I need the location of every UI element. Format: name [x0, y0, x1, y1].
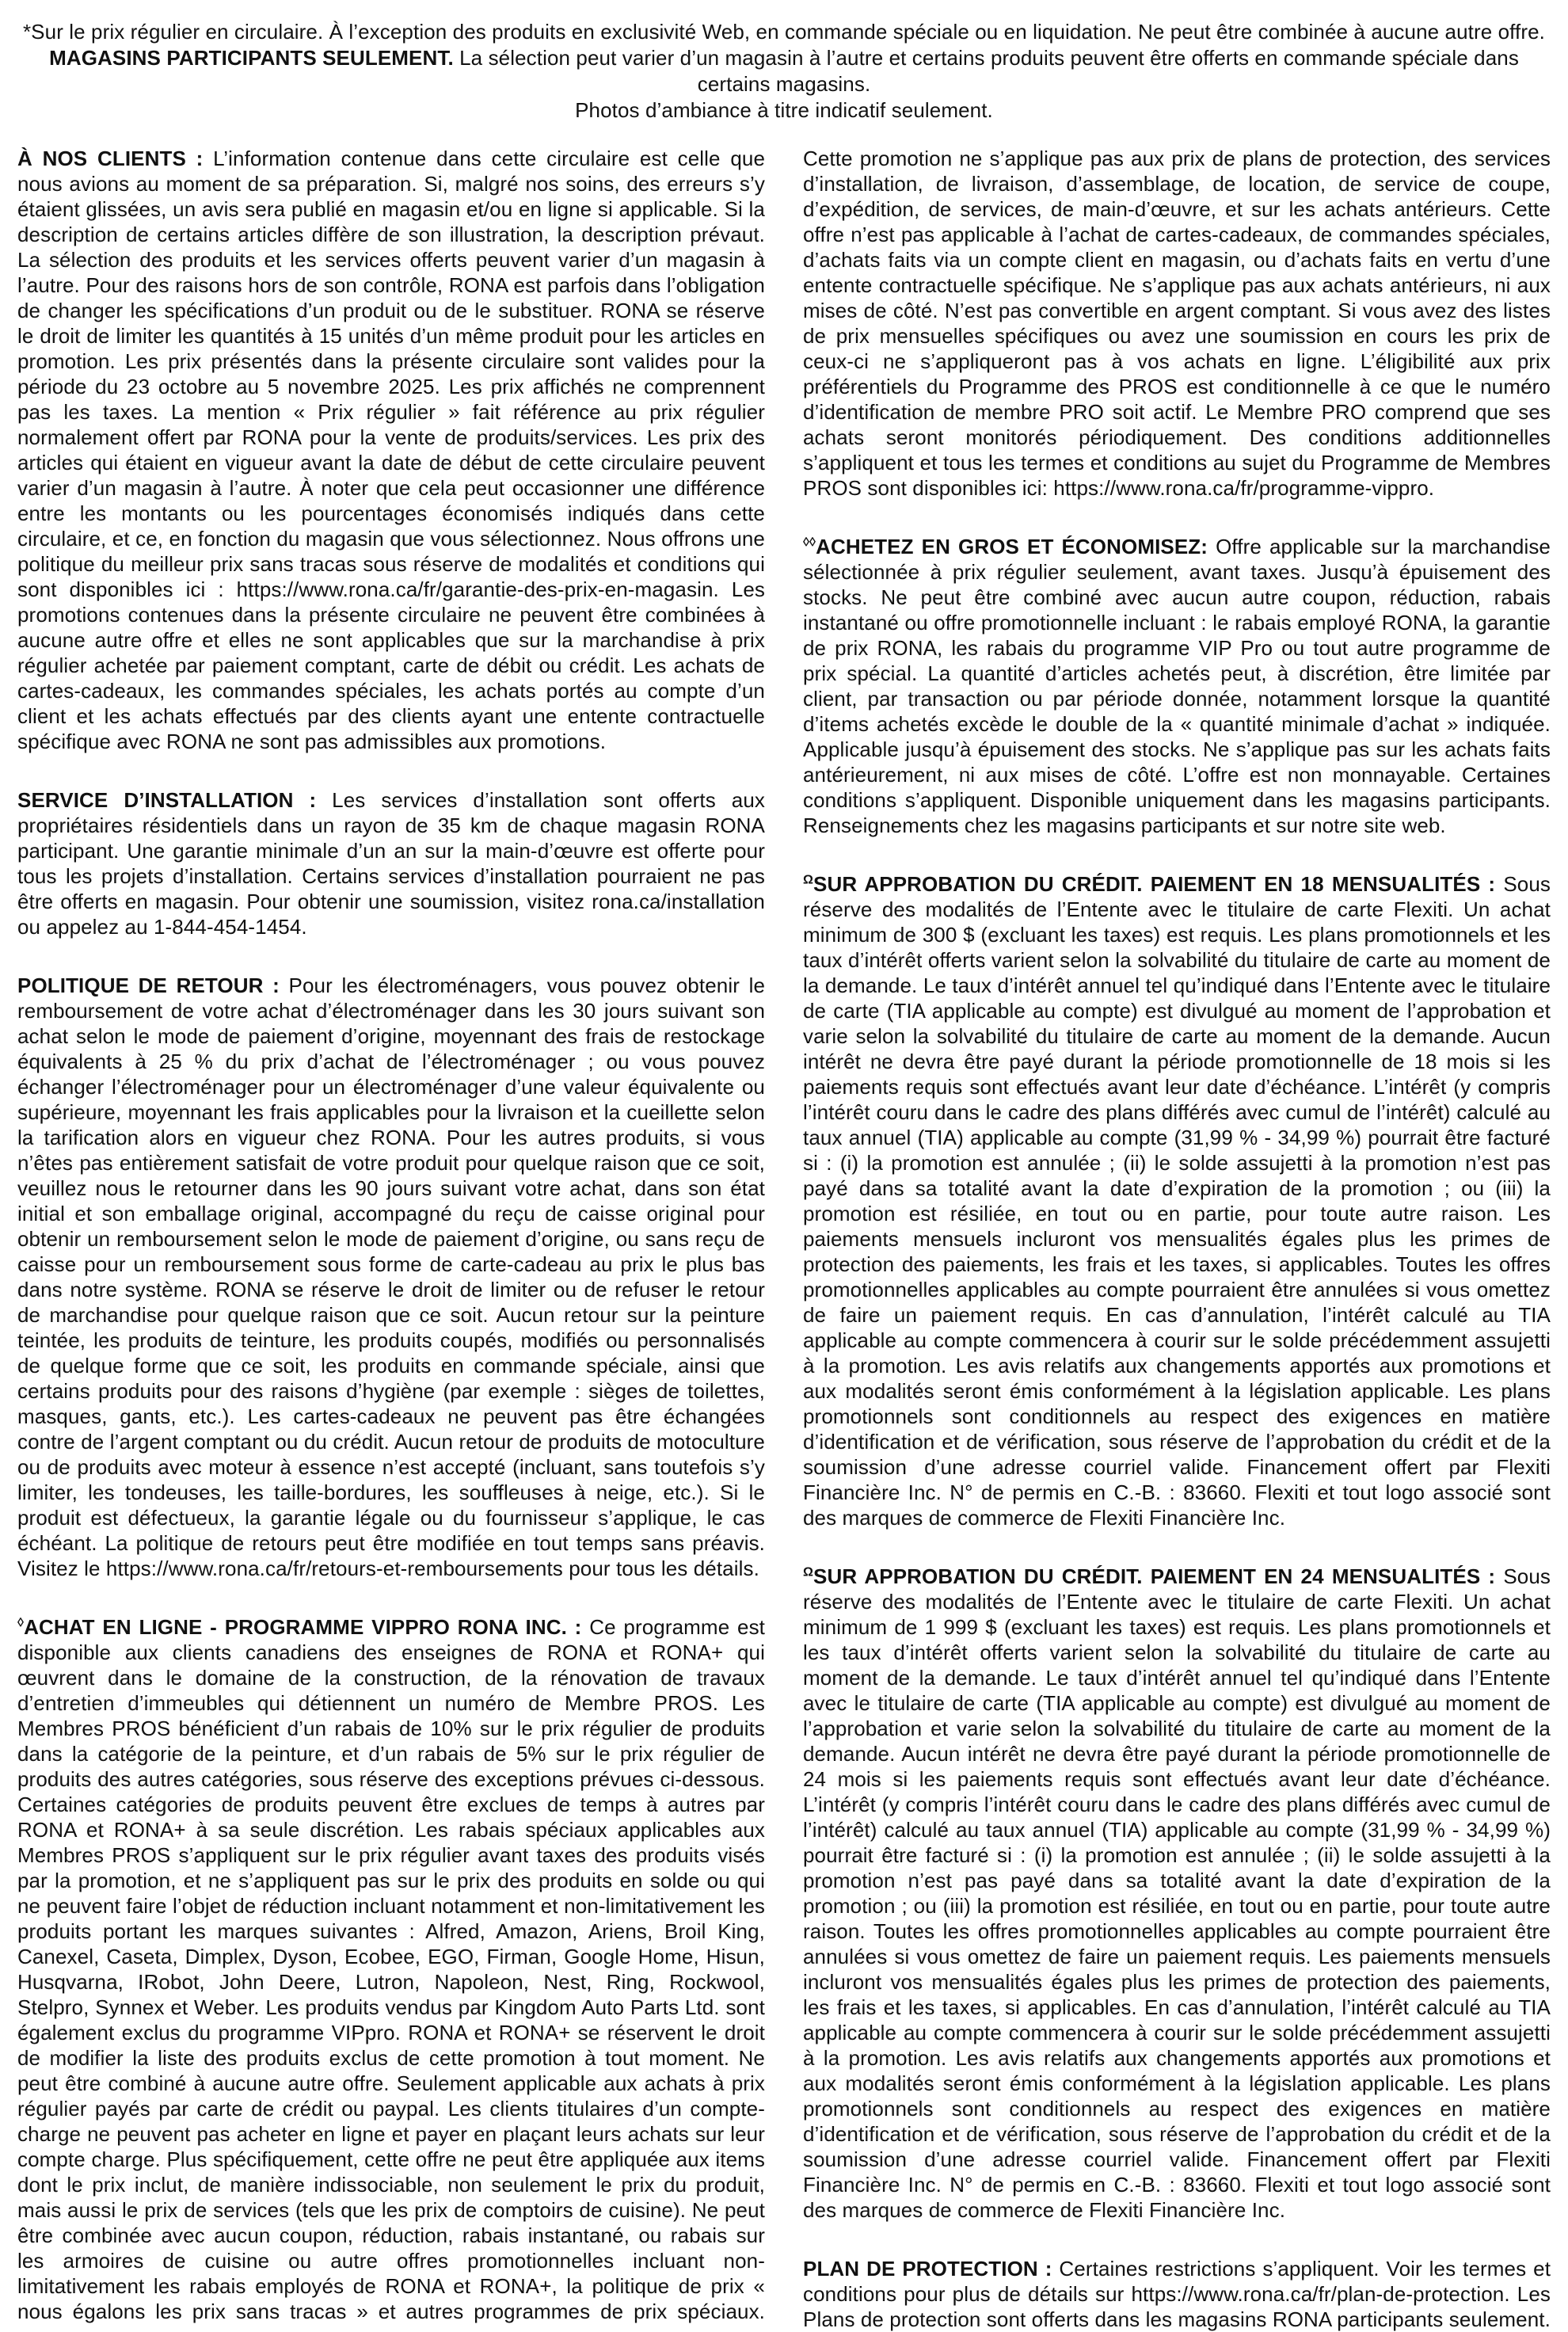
header-line-photos-note: Photos d’ambiance à titre indicatif seulement.: [575, 98, 993, 122]
section-body: Les services d’installation sont offerts aux propriétaires résidentiels dans un rayon de 35 km de chaque magasin RONA participant. Une garantie minimale d’un an sur la main-d’œuvre est offerte pour tous les projets d’installation. Certains services d’installation pourraient ne pas être offerts en magasin. Pour obtenir une soumission, visitez rona.ca/installation ou appelez au 1-844-454-1454.: [17, 788, 766, 939]
legal-text-columns: [17, 146, 1551, 2332]
section-body: Sous réserve des modalités de l’Entente avec le titulaire de carte Flexiti. Un achat minimum de 1 999 $ (excluant les taxes) est requis. Les plans promotionnels et les taux d’intérêt offerts varient selon la solvabilité du titulaire de carte au moment de la demande. Le taux d’intérêt annuel tel qu’indiqué dans l’Entente avec le titulaire de carte (TIA applicable au compte) est divulgué au moment de l’approbation et varie selon la solvabilité du titulaire de carte au moment de la demande. Aucun intérêt ne devra être payé durant la période promotionnelle de 24 mois si les paiements requis sont effectués avant leur date d’échéance. L’intérêt (y compris l’intérêt couru dans le cadre des plans différés avec cumul de l’intérêt) calculé au taux annuel (TIA) applicable au compte (31,99 % - 34,99 %) pourrait être facturé si : (i) la promotion est annulée ; (ii) le solde assujetti à la promotion n’est pas payé dans sa totalité avant la date d’expiration de la promotion ; ou (iii) la promotion est résiliée, en tout ou en partie, pour toute autre raison. Toutes les offres promotionnelles applicables au compte pourraient être annulées si vous omettez de faire un paiement requis. Les paiements mensuels incluront vos mensualités égales plus les primes de protection des paiements, les frais et les taxes, si applicables. En cas d’annulation, l’intérêt calculé au TIA applicable au compte commencera à courir sur le solde précédemment assujetti à la promotion. Les avis relatifs aux changements apportés aux promotions et aux modalités seront émis conformément à la législation applicable. Les plans promotionnels sont conditionnels au respect des exigences en matière d’identification et de vérification, sous réserve de l’approbation du crédit et de la soumission d’une adresse courriel valide. Financement offert par Flexiti Financière Inc. N° de permis en C.-B. : 83660. Flexiti et tout logo associé sont des marques de commerce de Flexiti Financière Inc.: [803, 1564, 1551, 2222]
section-achetez-en-gros: [803, 534, 1551, 838]
header-participating-stores-text: La sélection peut varier d’un magasin à l’autre et certains produits peuvent être offerts en commande spéciale dans certains magasins.: [459, 46, 1519, 96]
page-header: [17, 19, 1551, 124]
section-heading: ACHETEZ EN GROS ET ÉCONOMISEZ:: [816, 535, 1208, 558]
section-body: Certaines restrictions s’appliquent. Voir les termes et conditions pour plus de détails sur https://www.rona.ca/fr/plan-de-protection. Les Plans de protection sont offerts dans les magasins RONA participants seulement.: [803, 2257, 1551, 2331]
footnote-marker-omega: Ω: [803, 872, 814, 887]
section-body: Pour les électroménagers, vous pouvez obtenir le remboursement de votre achat d’électroménager dans les 30 jours suivant son achat selon le mode de paiement d’origine, moyennant des frais de restockage équivalents à 25 % du prix d’achat de l’électroménager ; ou vous pouvez échanger l’électroménager pour un électroménager d’une valeur équivalente ou supérieure, moyennant les frais applicables pour la livraison et la cueillette selon la tarification alors en vigueur chez RONA. Pour les autres produits, si vous n’êtes pas entièrement satisfait de votre produit pour quelque raison que ce soit, veuillez nous le retourner dans les 90 jours suivant votre achat, dans son état initial et son emballage original, accompagné du reçu de caisse original pour obtenir un remboursement selon le mode de paiement d’origine, ou sans reçu de caisse pour un remboursement sous forme de carte-cadeau au prix le plus bas dans notre système. RONA se réserve le droit de limiter ou de refuser le retour de marchandise pour quelque raison que ce soit. Aucun retour sur la peinture teintée, les produits de teinture, les produits coupés, modifiés ou personnalisés de quelque forme que ce soit, les produits en commande spéciale, ainsi que certains produits pour des raisons d’hygiène (par exemple : sièges de toilettes, masques, gants, etc.). Les cartes-cadeaux ne peuvent pas être échangées contre de l’argent comptant ou du crédit. Aucun retour de produits de motoculture ou de produits avec moteur à essence n’est accepté (incluant, sans toutefois s’y limiter, les tondeuses, les taille-bordures, les souffleuses à neige, etc.). Si le produit est défectueux, la garantie légale ou du fournisseur s’applique, le cas échéant. La politique de retours peut être modifiée en tout temps sans préavis. Visitez le https://www.rona.ca/fr/retours-et-remboursements pour tous les détails.: [17, 974, 766, 1580]
footnote-marker-lozenge: ◊: [17, 1615, 25, 1630]
section-politique-retour: [17, 973, 765, 1581]
header-line-regular-price-note: *Sur le prix régulier en circulaire. À l’exception des produits en exclusivité Web, en commande spéciale ou en liquidation. Ne peut être combinée à aucune autre offre.: [22, 20, 1546, 44]
footnote-marker-double-lozenge: ◊◊: [803, 535, 816, 550]
section-heading: PLAN DE PROTECTION :: [803, 2257, 1052, 2281]
section-body: Offre applicable sur la marchandise sélectionnée à prix régulier seulement, avant taxes. Jusqu’à épuisement des stocks. Ne peut être combiné avec aucun autre coupon, réduction, rabais instantané ou offre promotionnelle incluant : le rabais employé RONA, la garantie de prix RONA, les rabais du programme VIP Pro ou tout autre programme de prix spécial. La quantité d’articles achetés peut, à discrétion, être limitée par client, par transaction ou par période donnée, notamment lorsque la quantité d’items achetés excède le double de la « quantité minimale d’achat » indiquée. Applicable jusqu’à épuisement des stocks. Ne s’applique pas sur les achats faits antérieurement, ni aux mises de côté. L’offre est non monnayable. Certaines conditions s’appliquent. Disponible uniquement dans les magasins participants. Renseignements chez les magasins participants et sur notre site web.: [803, 535, 1551, 837]
header-line-participating-stores: [17, 45, 1551, 97]
section-body: Ce programme est disponible aux clients canadiens des enseignes de RONA et RONA+ qui œuvrent dans le domaine de la construction, de la rénovation de travaux d’entretien d’immeubles qui détiennent un numéro de Membre PROS. Les Membres PROS bénéficient d’un rabais de 10% sur le prix régulier de produits dans la catégorie de la peinture, et d’un rabais de 5% sur le prix régulier de produits des autres catégories, sous réserve des exceptions prévues ci-dessous. Certaines catégories de produits peuvent être exclues de temps à autres par RONA et RONA+ à sa seule discrétion. Les rabais spéciaux applicables aux Membres PROS s’appliquent sur le prix régulier avant taxes des produits visés par la promotion, et ne s’appliquent pas sur le prix des produits en solde ou qui ne peuvent faire l’objet de réduction incluant notamment et non-limitativement les produits portant les marques suivantes : Alfred, Amazon, Ariens, Broil King, Canexel, Caseta, Dimplex, Dyson, Ecobee, EGO, Firman, Google Home, Hisun, Husqvarna, IRobot, John Deere, Lutron, Napoleon, Nest, Ring, Rockwool, Stelpro, Synnex et Weber. Les produits vendus par Kingdom Auto Parts Ltd. sont également exclus du programme VIPpro. RONA et RONA+ se réservent le droit de modifier la liste des produits exclus de cette promotion à tout moment. Ne peut être combiné à aucune autre offre. Seulement applicable aux achats à prix régulier payés par carte de crédit ou paypal. Les clients titulaires d’un compte-charge ne peuvent pas acheter en ligne et payer en plaçant leurs achats sur leur compte charge. Plus spécifiquement, cette offre ne peut être appliquée aux items dont le prix inclut, de manière indissociable, non seulement le prix du produit, mais aussi le prix de services (tels que les prix de comptoirs de cuisine). Ne peut être combinée avec aucun coupon, réduction, rabais instantané, ou rabais sur les armoires de cuisine ou autre offres promotionnelles incluant non-limitativement les rabais employés de RONA et RONA+, la politique de prix « nous égalons les prix sans tracas » et autres programmes de prix spéciaux. Cette promotion ne s’applique pas aux prix de plans de protection, des services d’installation, de livraison, d’assemblage, de location, de service de coupe, d’expédition, de services, de main-d’œuvre, et sur les achats antérieurs. Cette offre n’est pas applicable à l’achat de cartes-cadeaux, de commandes spéciales, d’achats faits via un compte client en magasin, ou d’achats faits en vertu d’une entente contractuelle spécifique. Ne s’applique pas aux achats antérieurs, ni aux mises de côté. N’est pas convertible en argent comptant. Si vous avez des listes de prix mensuelles spécifiques ou avez une soumission en cours les prix de ceux-ci ne s’appliqueront pas à vos achats en ligne. L’éligibilité aux prix préférentiels du Programme des PROS est conditionnelle à ce que le numéro d’identification de membre PRO soit actif. Le Membre PRO comprend que ses achats seront monitorés périodiquement. Des conditions additionnelles s’appliquent et tous les termes et conditions au sujet du Programme de Membres PROS sont disponibles ici: https://www.rona.ca/fr/programme-vippro.: [17, 147, 1551, 2323]
section-heading: POLITIQUE DE RETOUR :: [17, 974, 280, 997]
section-heading: SUR APPROBATION DU CRÉDIT. PAIEMENT EN 24 MENSUALITÉS :: [813, 1564, 1496, 1588]
section-service-installation: [17, 787, 765, 939]
section-credit-24-mensualites: [803, 1564, 1551, 2223]
section-a-nos-clients: [17, 146, 765, 754]
section-plan-de-protection: [803, 2256, 1551, 2332]
section-body: Sous réserve des modalités de l’Entente avec le titulaire de carte Flexiti. Un achat minimum de 300 $ (excluant les taxes) est requis. Les plans promotionnels et les taux d’intérêt offerts varient selon la solvabilité du titulaire de carte au moment de la demande. Le taux d’intérêt annuel tel qu’indiqué dans l’Entente avec le titulaire de carte (TIA applicable au compte) est divulgué au moment de l’approbation et varie selon la solvabilité du titulaire de carte au moment de la demande. Aucun intérêt ne devra être payé durant la période promotionnelle de 18 mois si les paiements requis sont effectués avant leur date d’échéance. L’intérêt (y compris l’intérêt couru dans le cadre des plans différés avec cumul de l’intérêt) calculé au taux annuel (TIA) applicable au compte (31,99 % - 34,99 %) pourrait être facturé si : (i) la promotion est annulée ; (ii) le solde assujetti à la promotion n’est pas payé dans sa totalité avant la date d’expiration de la promotion ; ou (iii) la promotion est résiliée, en tout ou en partie, pour toute autre raison. Les paiements mensuels incluront vos mensualités égales plus les primes de protection des paiements, les frais et les taxes, si applicables. Toutes les offres promotionnelles applicables au compte pourraient être annulées si vous omettez de faire un paiement requis. En cas d’annulation, l’intérêt calculé au TIA applicable au compte commencera à courir sur le solde précédemment assujetti à la promotion. Les avis relatifs aux changements apportés aux promotions et aux modalités seront émis conformément à la législation applicable. Les plans promotionnels sont conditionnels au respect des exigences en matière d’identification et de vérification, sous réserve de l’approbation du crédit et de la soumission d’une adresse courriel valide. Financement offert par Flexiti Financière Inc. N° de permis en C.-B. : 83660. Flexiti et tout logo associé sont des marques de commerce de Flexiti Financière Inc.: [803, 872, 1551, 1530]
section-heading: SERVICE D’INSTALLATION :: [17, 788, 317, 812]
section-heading: ACHAT EN LIGNE - PROGRAMME VIPPRO RONA INC. :: [24, 1615, 582, 1639]
header-participating-stores-bold: MAGASINS PARTICIPANTS SEULEMENT.: [49, 46, 454, 70]
footnote-marker-omega: Ω: [803, 1564, 814, 1579]
section-heading: À NOS CLIENTS :: [17, 147, 204, 170]
section-body: L’information contenue dans cette circulaire est celle que nous avions au moment de sa préparation. Si, malgré nos soins, des erreurs s’y étaient glissées, un avis sera publié en magasin et/ou en ligne si applicable. Si la description de certains articles diffère de son illustration, la description prévaut. La sélection des produits et les services offerts peuvent varier d’un magasin à l’autre. Pour des raisons hors de son contrôle, RONA est parfois dans l’obligation de changer les spécifications d’un produit ou de le substituer. RONA se réserve le droit de limiter les quantités à 15 unités d’un même produit pour les articles en promotion. Les prix présentés dans la présente circulaire sont valides pour la période du 23 octobre au 5 novembre 2025. Les prix affichés ne comprennent pas les taxes. La mention « Prix régulier » fait référence au prix régulier normalement offert par RONA pour la vente de produits/services. Les prix des articles qui étaient en vigueur avant la date de début de cette circulaire peuvent varier d’un magasin à l’autre. À noter que cela peut occasionner une différence entre les montants ou les pourcentages économisés indiqués dans cette circulaire, et ce, en fonction du magasin que vous sélectionnez. Nous offrons une politique du meilleur prix sans tracas sous réserve de modalités et conditions qui sont disponibles ici : https://www.rona.ca/fr/garantie-des-prix-en-magasin. Les promotions contenues dans la présente circulaire ne peuvent être combinées à aucune autre offre et elles ne sont applicables que sur la marchandise à prix régulier achetée par paiement comptant, carte de débit ou crédit. Les achats de cartes-cadeaux, les commandes spéciales, les achats portés au compte d’un client et les achats effectués par des clients ayant une entente contractuelle spécifique avec RONA ne sont pas admissibles aux promotions.: [17, 147, 766, 753]
section-heading: SUR APPROBATION DU CRÉDIT. PAIEMENT EN 18 MENSUALITÉS :: [813, 872, 1496, 896]
section-credit-18-mensualites: [803, 871, 1551, 1530]
